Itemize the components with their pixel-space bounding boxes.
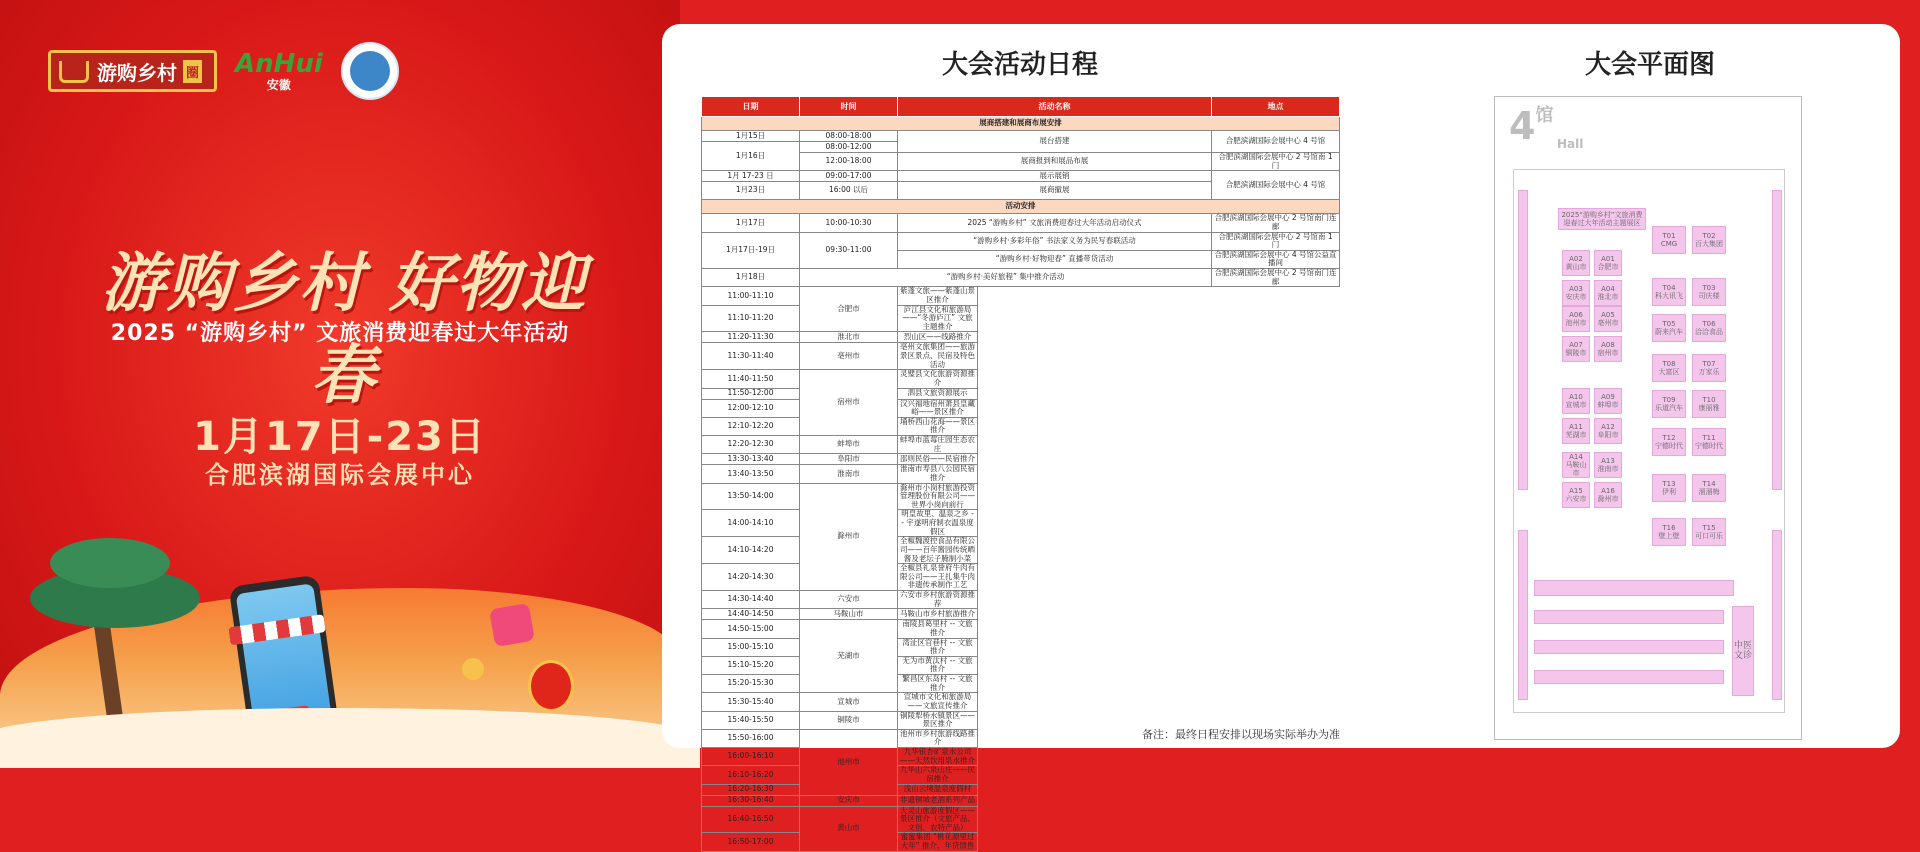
table-row: [702, 656, 1340, 674]
logo-seal: 圈: [183, 60, 202, 83]
booth-id: A12: [1601, 422, 1615, 431]
booth-name: 滁州市: [1597, 495, 1619, 503]
booth-id: A14: [1569, 452, 1583, 461]
row-activity: 庐江县文化和旅游局——“冬游庐江” 文旅主题推介: [898, 305, 978, 332]
row-time: 14:30-14:40: [702, 591, 800, 609]
row-activity: 烈山区——线路推介: [898, 332, 978, 343]
row-activity: 浅山云境温泉度假村: [898, 784, 978, 795]
booth-name: 阜阳市: [1597, 431, 1619, 439]
booth-name: 可口可乐: [1695, 532, 1723, 540]
row-time: 11:40-11:50: [702, 370, 800, 388]
booth-name: 淮北市: [1597, 293, 1619, 301]
row-time: 16:10-16:20: [702, 766, 800, 784]
small-booth-strip: [1518, 190, 1528, 490]
table-row: 12:00-18:00 展商报到和展品布展 合肥滨湖国际会展中心 2 号馆南 1 门: [702, 153, 1340, 171]
gift-icon: [489, 603, 535, 647]
booth-t08[interactable]: [1652, 354, 1686, 382]
table-row: 1月17日 10:00-10:30 2025 “游购乡村” 文旅消费迎春过大年活动启动仪式 合肥滨湖国际会展中心 2 号馆南门连廊: [702, 214, 1340, 232]
booth-name: 宿州市: [1597, 349, 1619, 357]
booth-name: 科大讯飞: [1655, 292, 1683, 300]
row-city: 池州市: [800, 729, 898, 795]
booth-a10[interactable]: [1562, 388, 1590, 414]
decorative-cloud: [0, 708, 700, 768]
booth-name: 蔚来汽车: [1655, 328, 1683, 336]
row-city: 马鞍山市: [800, 609, 898, 620]
booth-a07[interactable]: [1562, 336, 1590, 362]
table-row: [702, 795, 1340, 806]
row-activity: 明皇故里、温泉之乡 -- 宇遂明府制衣温泉度假区: [898, 510, 978, 537]
booth-id: A04: [1601, 284, 1615, 293]
booth-id: A01: [1601, 254, 1615, 263]
table-row: [702, 693, 1340, 711]
booth-id: T05: [1662, 319, 1676, 328]
table-row: [702, 609, 1340, 620]
schedule-header-row: [702, 97, 1340, 117]
youguo-xiangcun-logo: [48, 50, 217, 92]
booth-t16[interactable]: [1652, 518, 1686, 546]
table-row: [702, 417, 1340, 435]
booth-t12[interactable]: [1652, 428, 1686, 456]
cart-icon: [59, 61, 89, 83]
table-row: [702, 748, 1340, 766]
table-row: “游购乡村·好物迎春” 直播带货活动 合肥滨湖国际会展中心 4 号馆公益直播间: [702, 250, 1340, 268]
booth-name: 马鞍山市: [1565, 460, 1587, 478]
row-city: 滁州市: [800, 483, 898, 591]
row-time: 15:20-15:30: [702, 675, 800, 693]
row-city: 芜湖市: [800, 620, 898, 693]
table-row: 1月16日 08:00-12:00: [702, 142, 1340, 153]
booth-id: A02: [1569, 254, 1583, 263]
booth-id: T10: [1702, 395, 1716, 404]
booth-name: 淮南市: [1597, 465, 1619, 473]
booth-a12[interactable]: [1594, 418, 1622, 444]
booth-a05[interactable]: [1594, 306, 1622, 332]
small-booth-strip: [1772, 190, 1782, 490]
row-city: 黄山市: [800, 806, 898, 851]
booth-a09[interactable]: [1594, 388, 1622, 414]
booth-t04[interactable]: [1652, 278, 1686, 306]
col-activity: 活动名称: [898, 97, 1212, 117]
col-date: 日期: [702, 97, 800, 117]
row-activity: 无为市黄汰村 -- 文旅推介: [898, 656, 978, 674]
booth-name: 合肥市: [1597, 263, 1619, 271]
row-activity: 淮南市寿县八公园民宿推介: [898, 465, 978, 483]
booth-id: T08: [1662, 359, 1676, 368]
event-dates: 1月17日-23日: [193, 414, 487, 460]
booth-id: A07: [1569, 340, 1583, 349]
table-row: 1月 17-23 日 09:00-17:00 展示展销 合肥滨湖国际会展中心 4 号馆: [702, 171, 1340, 182]
booth-name: 安庆市: [1565, 293, 1587, 301]
table-row: [702, 564, 1340, 591]
row-activity: 九华山六泉山庄——民宿推介: [898, 766, 978, 784]
booth-a06[interactable]: [1562, 306, 1590, 332]
row-time: 16:50-17:00: [702, 833, 800, 851]
row-activity: 滁州市小岗村旅游投资管理股份有限公司——世界小岗向前行: [898, 483, 978, 510]
booth-id: T06: [1702, 319, 1716, 328]
row-activity: 湾沚区官巷村 -- 文旅推介: [898, 638, 978, 656]
row-city: 阜阳市: [800, 454, 898, 465]
event-venue: 合肥滨湖国际会展中心: [205, 461, 475, 489]
row-time: 12:00-12:10: [702, 399, 800, 417]
small-booth-strip: [1534, 610, 1724, 624]
row-city: 淮南市: [800, 465, 898, 483]
booth-t01[interactable]: [1652, 226, 1686, 254]
theme-booth: 2025“游购乡村”文旅消费迎春过大年活动主题展区: [1558, 208, 1646, 230]
booth-id: A10: [1569, 392, 1583, 401]
row-time: 15:50-16:00: [702, 729, 800, 747]
row-time: 15:40-15:50: [702, 711, 800, 729]
booth-name: 百大集团: [1695, 240, 1723, 248]
row-activity: 埇桥西山花海——景区推介: [898, 417, 978, 435]
table-row: [702, 332, 1340, 343]
floor-map-title: 大会平面图: [1584, 50, 1715, 80]
booth-a16[interactable]: [1594, 482, 1622, 508]
row-activity: 繁昌区东岛村 -- 文旅推介: [898, 675, 978, 693]
booth-id: T11: [1702, 433, 1716, 442]
table-row: [702, 436, 1340, 454]
booth-id: T16: [1662, 523, 1676, 532]
row-activity: 六安市乡村旅游资源推荐: [898, 591, 978, 609]
row-activity: 全椒魏渡控食品有限公司——百年酱园传统晒酱及老坛子腌制小菜: [898, 537, 978, 564]
hall-number: 4: [1509, 104, 1536, 148]
table-row: [702, 399, 1340, 417]
row-activity: 邵则民俗——民宿推介: [898, 454, 978, 465]
row-city: 宿州市: [800, 370, 898, 436]
row-time: 11:20-11:30: [702, 332, 800, 343]
anhui-logo-sub: 安徽: [266, 78, 291, 92]
row-activity: 九华银杏矿泉水公司——天然饮用泉水推介: [898, 748, 978, 766]
small-booth-strip: [1518, 530, 1528, 700]
booth-t07[interactable]: [1692, 354, 1726, 382]
small-booth-strip: [1534, 670, 1724, 684]
row-city: 蚌埠市: [800, 436, 898, 454]
booth-id: T09: [1662, 395, 1676, 404]
hall-suffix: 馆: [1535, 105, 1554, 126]
booth-id: T12: [1662, 433, 1676, 442]
emblem-icon: [350, 51, 390, 91]
booth-name: 宁德时代: [1695, 442, 1723, 450]
booth-name: 壁上壁: [1658, 532, 1680, 540]
col-place: 地点: [1212, 97, 1340, 117]
row-time: 11:30-11:40: [702, 343, 800, 370]
row-activity: 池州市乡村旅游线路推介: [898, 729, 978, 747]
row-time: 15:30-15:40: [702, 693, 800, 711]
booth-id: A06: [1569, 310, 1583, 319]
row-time: 14:40-14:50: [702, 609, 800, 620]
booth-id: A09: [1601, 392, 1615, 401]
row-time: 14:10-14:20: [702, 537, 800, 564]
booth-name: 六安市: [1565, 495, 1587, 503]
table-row: [702, 483, 1340, 510]
booth-a15[interactable]: [1562, 482, 1590, 508]
booth-id: A15: [1569, 486, 1583, 495]
booth-id: A03: [1569, 284, 1583, 293]
booth-t15[interactable]: [1692, 518, 1726, 546]
table-row: [702, 465, 1340, 483]
table-row: [702, 806, 1340, 833]
booth-a08[interactable]: [1594, 336, 1622, 362]
table-row: [702, 537, 1340, 564]
row-time: 14:50-15:00: [702, 620, 800, 638]
booth-t13[interactable]: [1652, 474, 1686, 502]
booth-name: 万家乐: [1698, 368, 1720, 376]
row-activity: 铜陵犁桥水镇景区——景区推介: [898, 711, 978, 729]
table-row: [702, 833, 1340, 851]
row-time: 12:10-12:20: [702, 417, 800, 435]
logo-row: [48, 42, 399, 100]
booth-name: 池州市: [1565, 319, 1587, 327]
row-activity: 泗县文旅资源展示: [898, 388, 978, 399]
booth-name: CMG: [1660, 240, 1678, 248]
row-activity: 全椒县礼泉誉府牛肉有限公司——王扎集牛肉非遗传承制作工艺: [898, 564, 978, 591]
booth-name: 伊利: [1662, 488, 1676, 496]
row-activity: 非遗铜城老酒系列产品: [898, 795, 978, 806]
booth-t05[interactable]: [1652, 314, 1686, 342]
booth-id: T04: [1662, 283, 1676, 292]
tcm-booth: 中医文诊: [1732, 606, 1754, 696]
table-row: 1月23日 16:00 以后 展商撤展: [702, 182, 1340, 200]
booth-a11[interactable]: [1562, 418, 1590, 444]
table-row: [702, 620, 1340, 638]
coin-icon: [462, 658, 484, 680]
floor-map: [1494, 96, 1802, 740]
booth-t10[interactable]: [1692, 390, 1726, 418]
booth-name: 宣城市: [1565, 401, 1587, 409]
row-activity: 亳州文旅集团——旅游景区景点、民宿及特色活动: [898, 343, 978, 370]
pine-tree-illustration: [30, 538, 200, 728]
section-row: 活动安排: [702, 200, 1340, 214]
table-row: [702, 343, 1340, 370]
table-row: [702, 287, 1340, 305]
table-row: [702, 675, 1340, 693]
row-time: 13:50-14:00: [702, 483, 800, 510]
booth-name: 康丽雅: [1698, 404, 1720, 412]
row-activity: 南陵县葛里村 -- 文旅推介: [898, 620, 978, 638]
small-booth-strip: [1534, 640, 1724, 654]
row-time: 16:40-16:50: [702, 806, 800, 833]
booth-a14[interactable]: [1562, 452, 1590, 478]
booth-a02[interactable]: [1562, 250, 1590, 276]
booth-id: T13: [1662, 479, 1676, 488]
table-row: [702, 638, 1340, 656]
table-row: [702, 305, 1340, 332]
booth-id: A16: [1601, 486, 1615, 495]
row-activity: 灵璧县文化旅游资源推介: [898, 370, 978, 388]
booth-t14[interactable]: [1692, 474, 1726, 502]
row-time: 15:00-15:10: [702, 638, 800, 656]
lantern-icon: [528, 660, 574, 712]
association-emblem: [341, 42, 399, 100]
row-time: 11:00-11:10: [702, 287, 800, 305]
table-row: 1月18日 “游购乡村·美好旅程” 集中推介活动 合肥滨湖国际会展中心 2 号馆南门连廊: [702, 269, 1340, 287]
booth-name: 乐道汽车: [1655, 404, 1683, 412]
table-row: [702, 784, 1340, 795]
booth-id: A05: [1601, 310, 1615, 319]
booth-t11[interactable]: [1692, 428, 1726, 456]
table-row: [702, 370, 1340, 388]
booth-name: 亳州市: [1597, 319, 1619, 327]
logo-main-text: 游购乡村: [97, 60, 177, 85]
booth-id: T07: [1702, 359, 1716, 368]
row-time: 16:00-16:10: [702, 748, 800, 766]
row-city: 六安市: [800, 591, 898, 609]
row-activity: 大灵山旅游度假区——景区推介（文旅产品、文创、农特产品）: [898, 806, 978, 833]
booth-id: T02: [1702, 231, 1716, 240]
row-time: 16:30-16:40: [702, 795, 800, 806]
row-activity: 蚌埠市蓝莓庄园生态农庄: [898, 436, 978, 454]
row-time: 13:40-13:50: [702, 465, 800, 483]
row-time: 11:10-11:20: [702, 305, 800, 332]
row-time: 15:10-15:20: [702, 656, 800, 674]
booth-name: 大富区: [1658, 368, 1680, 376]
small-booth-strip: [1772, 530, 1782, 700]
schedule-title: 大会活动日程: [941, 50, 1098, 80]
row-time: 11:50-12:00: [702, 388, 800, 399]
table-row: [702, 510, 1340, 537]
table-row: [702, 454, 1340, 465]
booth-a13[interactable]: [1594, 452, 1622, 478]
floor-map-area: [1513, 169, 1785, 713]
section-row: 展商搭建和展商布展安排: [702, 117, 1340, 131]
table-row: [702, 388, 1340, 399]
table-row: 1月17日-19日 09:30-11:00 “游购乡村·多彩年俗” 书法家义务为民写春联活动 合肥滨湖国际会展中心 2 号馆南 1 门: [702, 232, 1340, 250]
row-time: 16:20-16:30: [702, 784, 800, 795]
booth-a01[interactable]: [1594, 250, 1622, 276]
table-row: [702, 591, 1340, 609]
row-activity: 马鞍山市乡村旅游推介: [898, 609, 978, 620]
booth-id: T14: [1702, 479, 1716, 488]
row-time: 13:30-13:40: [702, 454, 800, 465]
small-booth-strip: [1534, 580, 1734, 596]
row-time: 12:20-12:30: [702, 436, 800, 454]
row-activity: 汉兴福地宿州萧县皇藏峪——景区推介: [898, 399, 978, 417]
booth-id: T01: [1662, 231, 1676, 240]
row-activity: 宣城市文化和旅游局——文旅宣传推介: [898, 693, 978, 711]
anhui-logo-text: AnHui: [235, 49, 323, 79]
booth-t02[interactable]: [1692, 226, 1726, 254]
row-city: 安庆市: [800, 795, 898, 806]
booth-id: A11: [1569, 422, 1583, 431]
row-city: 铜陵市: [800, 711, 898, 729]
booth-t09[interactable]: [1652, 390, 1686, 418]
booth-name: 芜湖市: [1565, 431, 1587, 439]
row-city: 宣城市: [800, 693, 898, 711]
booth-id: A13: [1601, 456, 1615, 465]
hero-subtitle: 2025 “游购乡村” 文旅消费迎春过大年活动: [110, 321, 570, 346]
booth-t03[interactable]: [1692, 278, 1726, 306]
anhui-logo: [235, 51, 323, 91]
col-time: 时间: [800, 97, 898, 117]
booth-name: 洽洽食品: [1695, 328, 1723, 336]
booth-a04[interactable]: [1594, 280, 1622, 306]
row-activity: 紫蓬文旅——紫蓬山景区推介: [898, 287, 978, 305]
booth-name: 蚌埠市: [1597, 401, 1619, 409]
schedule-note: 备注：最终日程安排以现场实际举办为准: [1142, 728, 1340, 741]
booth-name: 司庆楼: [1698, 292, 1720, 300]
booth-name: 溜溜梅: [1698, 488, 1720, 496]
booth-name: 宁德时代: [1655, 442, 1683, 450]
booth-id: T15: [1702, 523, 1716, 532]
booth-a03[interactable]: [1562, 280, 1590, 306]
hero-panel: [0, 0, 680, 768]
row-city: 亳州市: [800, 343, 898, 370]
row-activity: 蜜蜜集团 “桃花源里过大年” 推介、年货馈售: [898, 833, 978, 851]
hero-slogan: 游购乡村 好物迎春: [100, 246, 588, 413]
row-time: 14:20-14:30: [702, 564, 800, 591]
booth-name: 黄山市: [1565, 263, 1587, 271]
row-time: 14:00-14:10: [702, 510, 800, 537]
hall-en-label: Hall: [1557, 137, 1584, 151]
table-row: 1月15日 08:00-18:00 展台搭建 合肥滨湖国际会展中心 4 号馆: [702, 131, 1340, 142]
row-city: 合肥市: [800, 287, 898, 332]
booth-t06[interactable]: [1692, 314, 1726, 342]
booth-id: A08: [1601, 340, 1615, 349]
row-city: 淮北市: [800, 332, 898, 343]
booth-id: T03: [1702, 283, 1716, 292]
hall-label: [1509, 104, 1554, 148]
booth-name: 铜陵市: [1565, 349, 1587, 357]
table-row: [702, 766, 1340, 784]
day18-rows: [702, 287, 1340, 851]
